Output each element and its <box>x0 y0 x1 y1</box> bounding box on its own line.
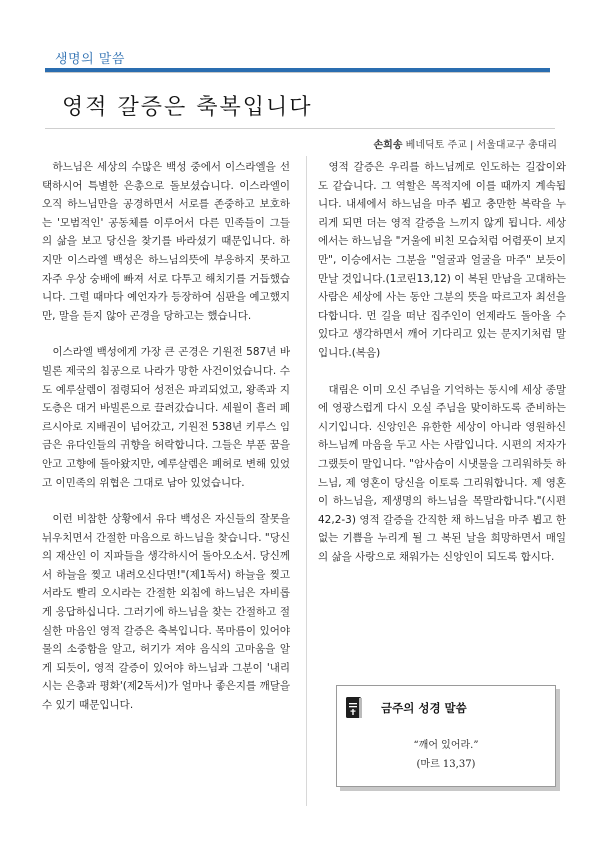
section-label: 생명의 말씀 <box>55 52 125 67</box>
paragraph: 대림은 이미 오신 주님을 기억하는 동시에 세상 종말에 영광스럽게 다시 오실 주님을 맞이하도록 준비하는 시기입니다. 신앙인은 유한한 세상이 아니라 영원하신 하느님께 마음을 두고 사는 사람입니다. 시편의 저자가 그랬듯이 말입니다. "암사슴이 시냇물을 그리워하듯 하느님, 제 영혼이 당신을 이토록 그리워합니다. 제 영혼이 하느님을, 제생명의 하느님을 목말라합니다."(시편 42,2-3) 영적 갈증을 간직한 채 하느님을 마주 뵙고 한없는 기쁨을 누리게 될 그 복된 날을 희망하면서 매일의 삶을 사랑으로 채워가는 신앙인이 되도록 합시다. <box>318 383 567 563</box>
right-column <box>318 158 566 584</box>
verse-text: “깨어 있어라.” <box>413 740 479 751</box>
author-name: 손희송 <box>373 140 403 151</box>
column-divider <box>306 156 307 806</box>
paragraph: 이런 비참한 상황에서 유다 백성은 자신들의 잘못을 뉘우치면서 간절한 마음으로 하느님을 찾습니다. "당신의 재산인 이 지파들을 생각하시어 돌아오소서. 당신께서 하늘을 찢고 내려오신다면!"(제1독서) 하늘을 찢고서라도 빨리 오시라는 간절한 외침에 하느님은 자비롭게 응답하십니다. 그러기에 하느님을 찾는 간절하고 절실한 마음인 영적 갈증은 축복입니다. 목마름이 있어야 물의 소중함을 알고, 허기가 져야 음식의 고마움을 알게 되듯이, 영적 갈증이 있어야 하느님과 그분이 '내리시는 은총과 평화'(제2독서)가 얼마나 좋은지를 깨달을 수 있기 때문입니다. <box>42 513 291 712</box>
bible-book-icon <box>345 696 363 720</box>
left-column <box>42 158 290 733</box>
weekly-verse-box <box>336 685 556 787</box>
author-byline <box>374 136 558 151</box>
verse-reference: (마르 13,37) <box>416 759 476 770</box>
paragraph: 하느님은 세상의 수많은 백성 중에서 이스라엘을 선택하시어 특별한 은총으로 돌보셨습니다. 이스라엘이 오직 하느님만을 공경하면서 서로를 존중하고 보호하는 '모범적인' 공동체를 이루어서 다른 민족들이 그들의 삶을 보고 당신을 찾기를 바라셨기 때문입니다. 하지만 이스라엘 백성은 하느님의뜻에 부응하지 못하고 자주 우상 숭배에 빠져 서로 다투고 해치기를 거듭했습니다. 그럴 때마다 예언자가 등장하여 심판을 예고했지만, 말을 듣지 않아 곤경을 당하고는 했습니다. <box>42 161 290 322</box>
verse-box-title: 금주의 성경 말씀 <box>381 701 467 715</box>
title-divider <box>45 128 555 129</box>
article-title: 영적 갈증은 축복입니다 <box>62 95 313 120</box>
paragraph: 영적 갈증은 우리를 하느님께로 인도하는 길잡이와도 같습니다. 그 역할은 목적지에 이를 때까지 계속됩니다. 내세에서 하느님을 마주 뵙고 충만한 복락을 누리게 되면 더는 영적 갈증을 느끼지 않게 됩니다. 세상에서는 하느님을 "거울에 비친 모습처럼 어렴풋이 보지만", 이승에서는 그분을 "얼굴과 얼굴을 마주" 보듯이 만날 것입니다.(1코린13,12) 이 복된 만남을 고대하는 사람은 세상에 사는 동안 그분의 뜻을 따르고자 최선을 다합니다. 먼 길을 떠난 집주인이 언제라도 돌아올 수 있다고 생각하면서 깨어 기다리고 있는 문지기처럼 말입니다.(복음) <box>318 161 567 359</box>
paragraph: 이스라엘 백성에게 가장 큰 곤경은 기원전 587년 바빌론 제국의 침공으로 나라가 망한 사건이었습니다. 수도 예루살렘이 점령되어 성전은 파괴되었고, 왕족과 지도층은 대거 바빌론으로 끌려갔습니다. 세월이 흘러 페르시아로 지배권이 넘어갔고, 기원전 538년 키루스 임금은 유다인들의 귀향을 허락합니다. 그들은 부푼 꿈을 안고 고향에 돌아왔지만, 예루살렘은 폐허로 변해 있었고 이민족의 위협은 그대로 남아 있었습니다. <box>42 346 290 489</box>
header-divider <box>45 72 550 73</box>
author-role: 베네딕토 주교 | 서울대교구 총대리 <box>402 140 557 151</box>
